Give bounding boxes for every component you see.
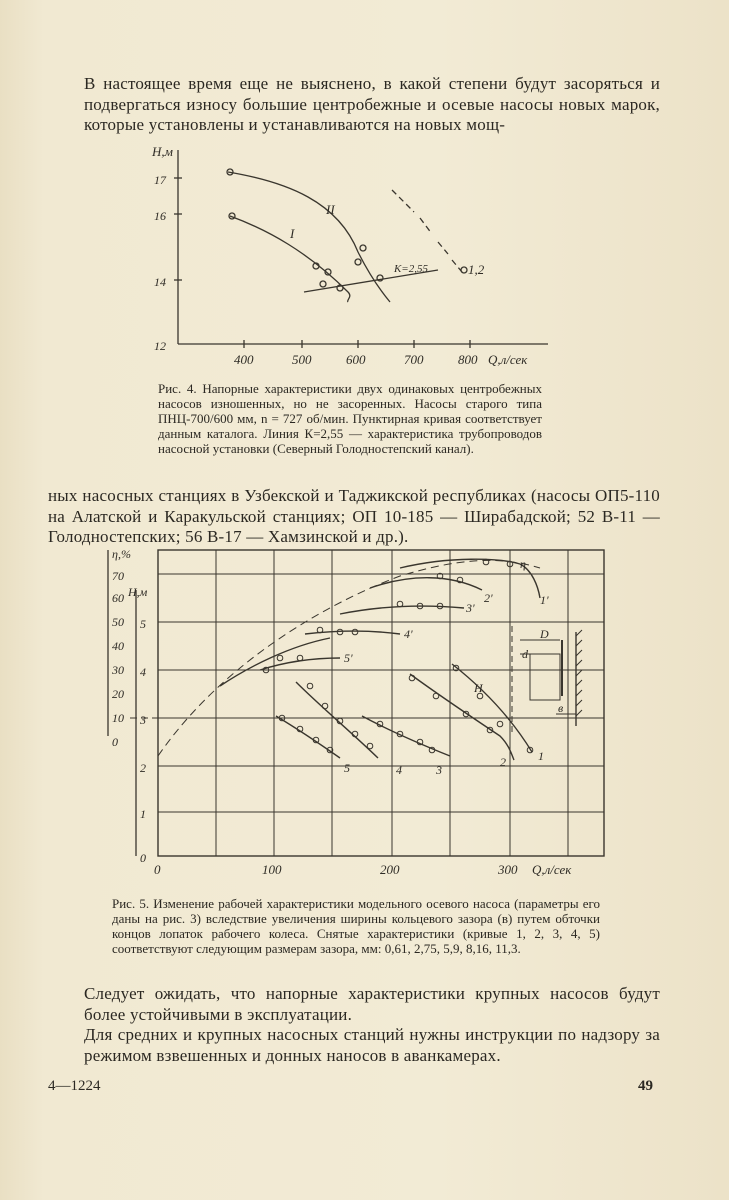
paragraph-intro <box>48 74 660 136</box>
fig4-y-label: Н,м <box>152 144 173 159</box>
fig5-frame <box>158 550 604 856</box>
fig5-x-tick: 200 <box>380 862 400 877</box>
fig5-curve-3prime <box>340 606 464 614</box>
fig5-eta-tick: 10 <box>112 711 124 725</box>
fig5-x-tick: 300 <box>498 862 518 877</box>
fig5-h-tick: 1 <box>140 807 146 821</box>
fig5-curve-label: 3 <box>436 763 442 777</box>
fig4-x-label: Q,л/сек <box>488 352 528 367</box>
fig4-ytick: 14 <box>154 275 166 289</box>
fig5-gap-diagram <box>512 626 582 736</box>
fig4-xtick: 800 <box>458 352 478 367</box>
fig5-eta-tick: 20 <box>112 687 124 701</box>
figure-4-chart <box>148 142 568 372</box>
fig5-curve-label: d <box>522 647 528 661</box>
figure-5-chart <box>100 546 620 886</box>
fig5-curve-label: 5' <box>344 651 353 665</box>
fig5-eta-tick: 70 <box>112 569 124 583</box>
fig5-h-tick: 0 <box>140 851 146 865</box>
fig5-curve-label: η <box>520 557 526 571</box>
fig5-curve-label: 2' <box>484 591 493 605</box>
fig5-curve-label: 2 <box>500 755 506 769</box>
fig5-curve-label: 3' <box>466 601 475 615</box>
page-number: 49 <box>638 1078 653 1094</box>
fig4-ytick: 17 <box>154 173 166 187</box>
fig5-eta-curves <box>220 559 540 686</box>
paragraph-stations: ных насосных станциях в Узбекской и Таджикской республиках (насосы ОП5-110 на Алатской и Каракульской станциях; ОП 10-185 — Ширабадской; 52 В-11 — Голодностепских; 56 В-17 — Хамзинской и др.). <box>48 486 660 546</box>
fig5-curve-2 <box>410 674 514 760</box>
fig5-curve-lower-eta <box>220 638 330 686</box>
figure-5-caption: Рис. 5. Изменение рабочей характеристики модельного осевого насоса (параметры его даны на рис. 3) вследствие увеличения ширины кольцевого зазора (в) путем обточки концов лопаток рабочего колеса. Снятые характеристики (кривые 1, 2, 3, 4, 5) соответствуют следующим размерам зазора, мм: 0,61, 2,75, 5,9, 8,16, 11,3. <box>112 896 600 956</box>
paragraph-instructions-text: Для средних и крупных насосных станций нужны инструкции по надзору за режимом взвешенных и донных наносов в аванкамерах. <box>84 1025 660 1065</box>
fig5-curve-2prime <box>370 578 482 590</box>
paragraph-intro-text: В настоящее время еще не выяснено, в какой степени будут засоряться и подвергаться износу большие центробежные и осевые насосы новых марок, которые установлены и устанавливаются на новых мощ- <box>84 74 660 134</box>
fig5-head-curves <box>276 664 532 760</box>
fig5-eta-tick: 30 <box>112 663 124 677</box>
fig5-h-tick: 2 <box>140 761 146 775</box>
fig4-xtick: 400 <box>234 352 254 367</box>
fig5-data-points <box>263 559 533 753</box>
fig4-catalog-curve <box>392 190 462 272</box>
fig4-ytick: 16 <box>154 209 166 223</box>
fig5-h-tick: 3 <box>140 713 146 727</box>
printer-signature: 4—1224 <box>48 1078 101 1094</box>
fig5-h-tick: 5 <box>140 617 146 631</box>
fig5-h-tick: 4 <box>140 665 146 679</box>
figure-4-caption: Рис. 4. Напорные характеристики двух одинаковых центробежных насосов изношенных, но не засоренных. Насосы старого типа ПНЦ-700/600 мм, n = 727 об/мин. Пунктирная кривая соответствует данным каталога. Линия К=2,55 — характеристика трубопроводов насосной установки (Северный Голодностепский канал). <box>158 381 542 456</box>
fig5-curve-5 <box>276 716 340 758</box>
fig5-curve-5prime <box>260 658 340 670</box>
paragraph-instructions <box>48 1025 660 1066</box>
fig4-curve-label: 1,2 <box>468 262 485 277</box>
fig4-curve-label: II <box>326 202 335 217</box>
fig5-curve-label: 4' <box>404 627 413 641</box>
fig5-eta-tick: 40 <box>112 639 124 653</box>
fig5-eta-label: η,% <box>112 547 131 561</box>
fig5-eta-tick: 0 <box>112 735 118 749</box>
fig5-curve-1 <box>452 664 532 752</box>
fig5-curve-eta <box>400 559 540 598</box>
fig5-curve-label: 4 <box>396 763 402 777</box>
fig5-eta-tick: 60 <box>112 591 124 605</box>
fig5-curve-label: Н <box>474 681 483 695</box>
fig5-x-label: Q,л/сек <box>532 862 572 877</box>
paragraph-expectation-text: Следует ожидать, что напорные характеристики крупных насосов будут более устойчивыми в эксплуатации. <box>84 984 660 1024</box>
fig5-curve-label: в <box>558 701 564 715</box>
fig4-curve-label: I <box>290 226 295 241</box>
fig4-xtick: 700 <box>404 352 424 367</box>
fig5-curve-label: 5 <box>344 761 350 775</box>
fig4-ytick: 12 <box>154 339 166 353</box>
fig5-h-label: Н,м <box>128 585 148 599</box>
fig5-curve-label: D <box>540 627 549 641</box>
fig5-curve-3 <box>362 716 450 756</box>
fig5-curve-label: 1' <box>540 593 549 607</box>
fig5-x-tick: 100 <box>262 862 282 877</box>
fig4-curve-label: К=2,55 <box>394 263 428 275</box>
fig4-xtick: 600 <box>346 352 366 367</box>
fig4-xtick: 500 <box>292 352 312 367</box>
fig5-eta-tick: 50 <box>112 615 124 629</box>
fig5-x-tick: 0 <box>154 862 161 877</box>
paragraph-expectation <box>48 984 660 1025</box>
fig5-curve-label: 1 <box>538 749 544 763</box>
